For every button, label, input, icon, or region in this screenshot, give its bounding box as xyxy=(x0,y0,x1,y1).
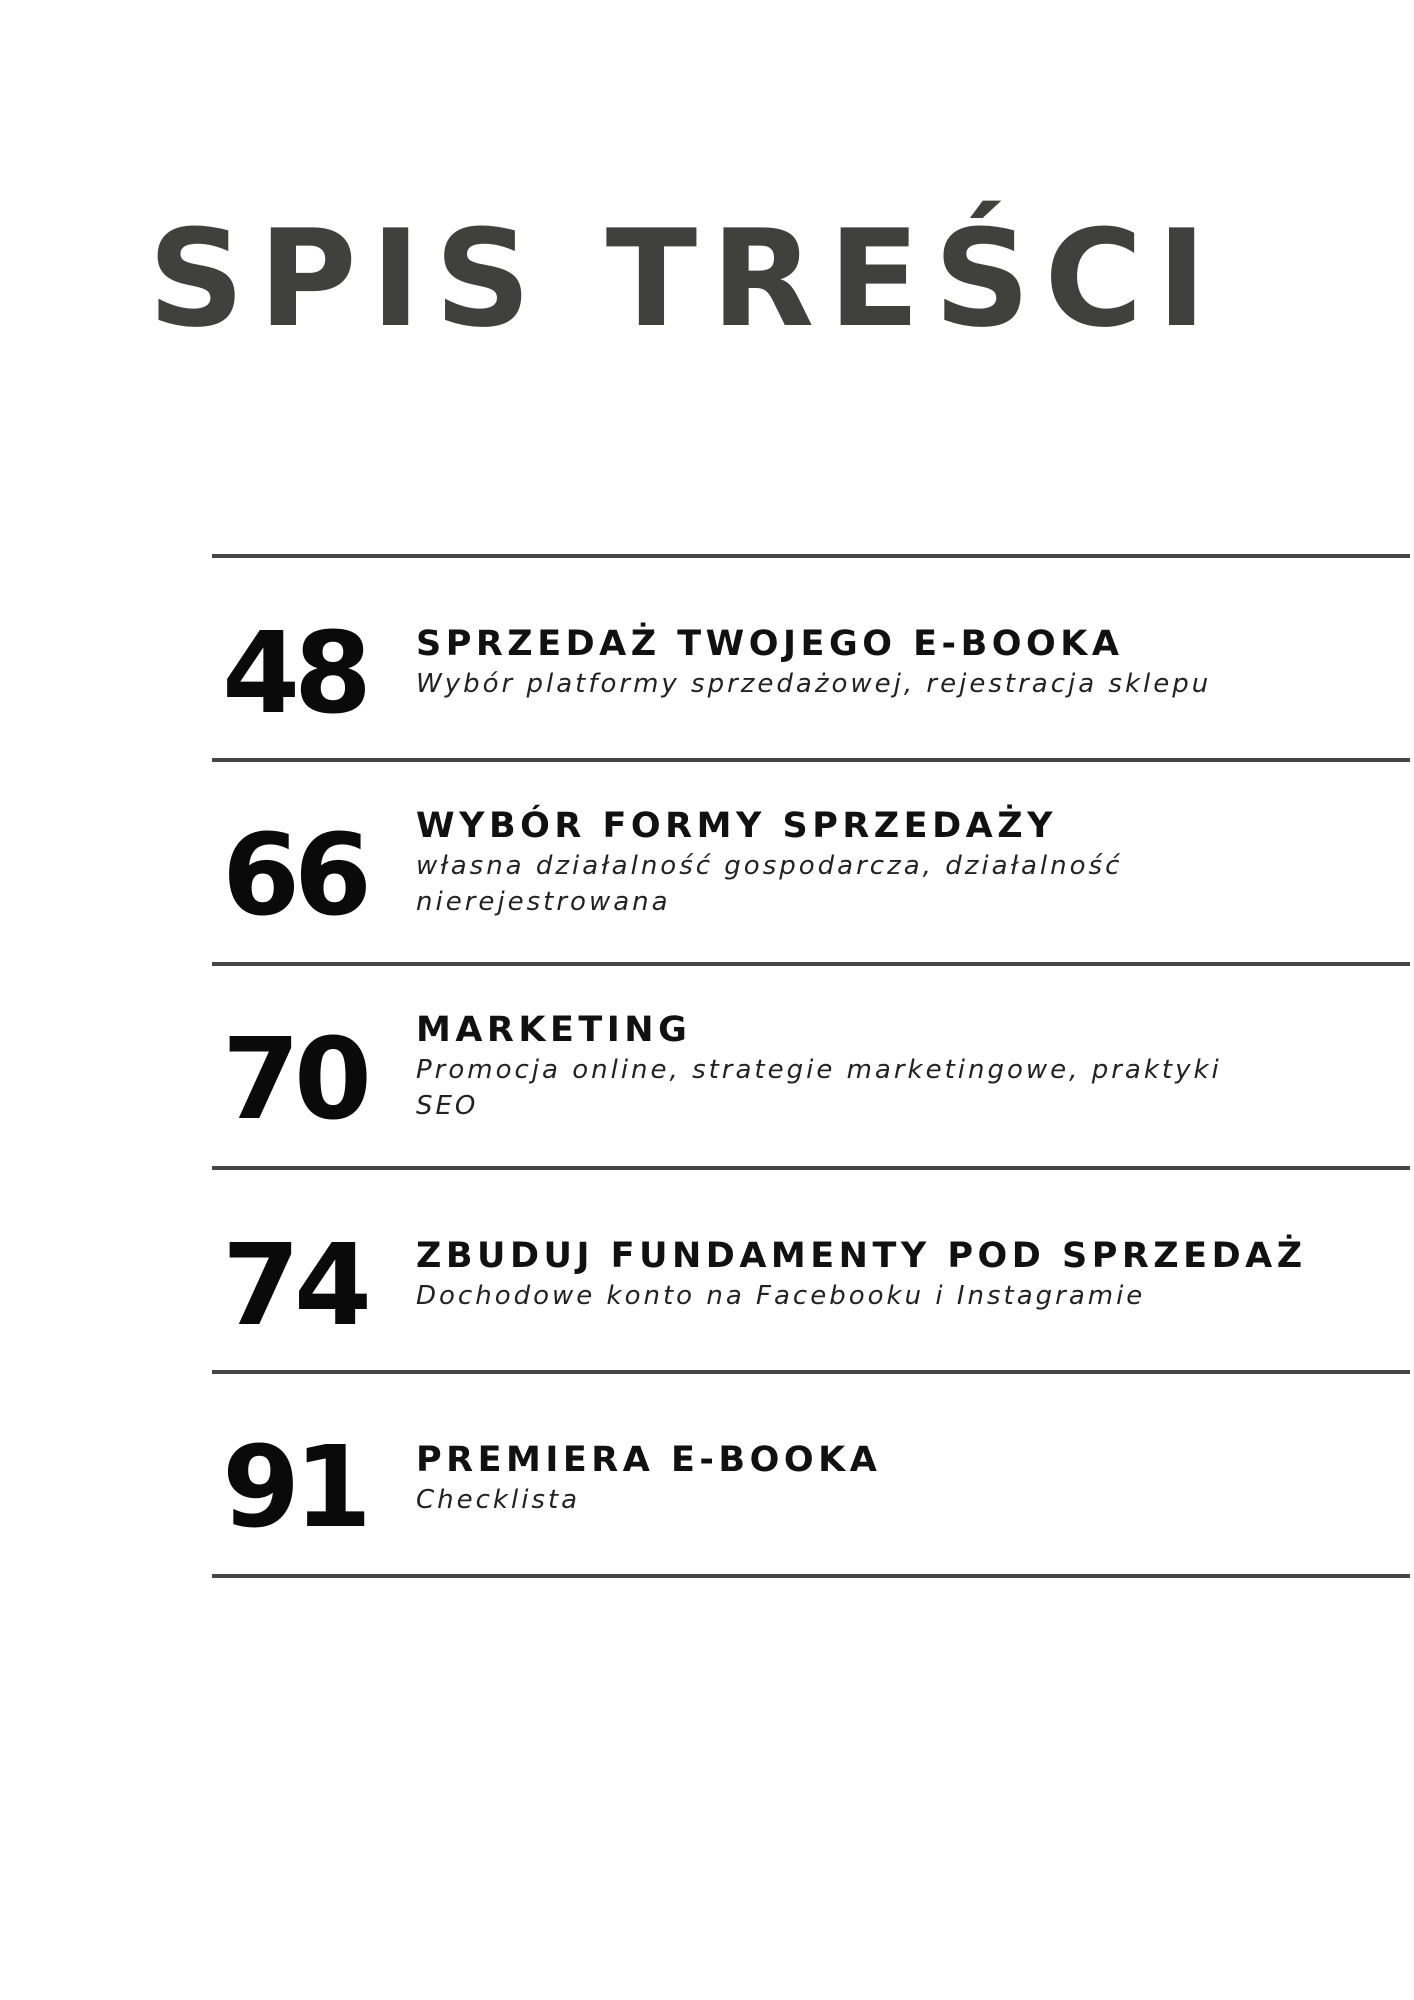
toc-entry[interactable] xyxy=(212,558,1410,758)
entry-heading: WYBÓR FORMY SPRZEDAŻY xyxy=(416,806,1057,846)
entry-page-number: 48 xyxy=(222,609,366,739)
entry-page-number: 91 xyxy=(222,1423,366,1553)
entry-page-number: 74 xyxy=(222,1221,366,1351)
toc-entry[interactable] xyxy=(212,1374,1410,1574)
toc-entry[interactable] xyxy=(212,966,1410,1166)
entry-text xyxy=(416,804,1236,920)
page-title: SPIS TREŚCI xyxy=(148,201,1221,357)
entry-page-number: 70 xyxy=(222,1015,366,1145)
entry-text xyxy=(416,1438,1236,1518)
entry-text xyxy=(416,1008,1236,1124)
entry-heading: PREMIERA E-BOOKA xyxy=(416,1440,882,1480)
entry-text xyxy=(416,1234,1307,1314)
entry-description: Dochodowe konto na Facebooku i Instagramie xyxy=(416,1281,1146,1311)
entry-description: własna działalność gospodarcza, działalność nierejestrowana xyxy=(416,851,1123,917)
toc-entry[interactable] xyxy=(212,762,1410,962)
entry-text xyxy=(416,622,1236,702)
entry-description: Wybór platformy sprzedażowej, rejestracja sklepu xyxy=(416,669,1212,699)
entry-page-number: 66 xyxy=(222,811,366,941)
divider xyxy=(212,1574,1410,1578)
entry-description: Promocja online, strategie marketingowe, praktyki SEO xyxy=(416,1055,1222,1121)
entry-description: Checklista xyxy=(416,1485,581,1515)
entry-heading: SPRZEDAŻ TWOJEGO E-BOOKA xyxy=(416,624,1124,664)
entry-heading: ZBUDUJ FUNDAMENTY POD SPRZEDAŻ xyxy=(416,1236,1307,1276)
entry-heading: MARKETING xyxy=(416,1010,692,1050)
toc-entry[interactable] xyxy=(212,1170,1410,1370)
table-of-contents xyxy=(212,554,1410,1578)
